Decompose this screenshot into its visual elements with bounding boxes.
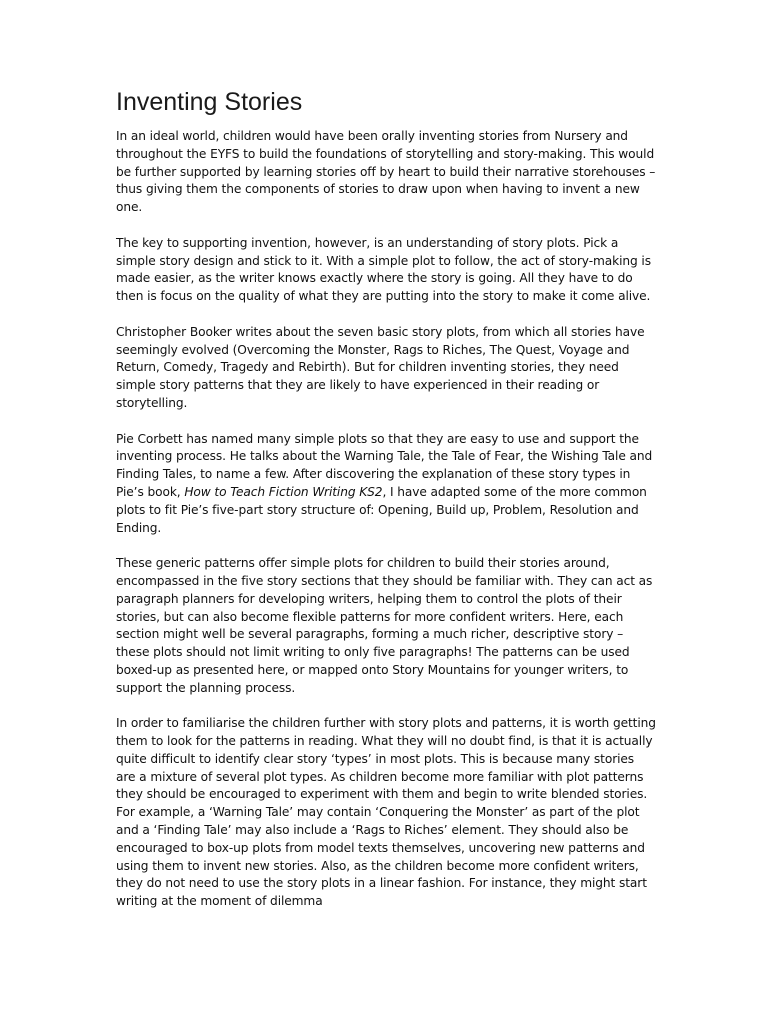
paragraph-ideal-world: In an ideal world, children would have been orally inventing stories from Nursery and throughout the EYFS to build the foundations of storytelling and story-making. This would be further supported by learning stories off by heart to build their narrative storehouses – thus giving them the components of stories to draw upon when having to invent a new one. xyxy=(116,129,656,215)
paragraph-pie-corbett-text-before: Pie Corbett has named many simple plots so that they are easy to use and support the inventing process. He talks about the Warning Tale, the Tale of Fear, the Wishing Tale and Finding Tales, to name a few. After discovering the explanation of these story types in Pie’s book, xyxy=(116,431,653,499)
paragraph-key-to-invention: The key to supporting invention, however, is an understanding of story plots. Pick a simple story design and stick to it. With a simple plot to follow, the act of story-making is made easier, as the writer knows exactly where the story is going. All they have to do then is focus on the quality of what they are putting into the story to make it come alive. xyxy=(116,235,651,304)
paragraph-pie-corbett xyxy=(116,431,656,538)
page-title: Inventing Stories xyxy=(116,88,303,116)
paragraph-pie-corbett-text-after: , I have adapted some of the more common plots to fit Pie’s five-part story structure of: Opening, Build up, Problem, Resolution and Ending. xyxy=(116,484,647,535)
paragraph-generic-patterns: These generic patterns offer simple plots for children to build their stories around, encompassed in the five story sections that they should be familiar with. They can act as paragraph planners for developing writers, helping them to control the plots of their stories, but can also become flexible patterns for more confident writers. Here, each section might well be several paragraphs, forming a much richer, descriptive story – these plots should not limit writing to only five paragraphs! The patterns can be used boxed-up as presented here, or mapped onto Story Mountains for younger writers, to support the planning process. xyxy=(116,556,653,695)
paragraph-booker-plots: Christopher Booker writes about the seven basic story plots, from which all stories have seemingly evolved (Overcoming the Monster, Rags to Riches, The Quest, Voyage and Return, Comedy, Tragedy and Rebirth). But for children inventing stories, they need simple story patterns that they are likely to have experienced in their reading or storytelling. xyxy=(116,324,645,410)
book-title-italic: How to Teach Fiction Writing KS2 xyxy=(184,484,383,499)
document-page xyxy=(116,86,656,929)
paragraph-familiarise: In order to familiarise the children further with story plots and patterns, it is worth getting them to look for the patterns in reading. What they will no doubt find, is that it is actually quite difficult to identify clear story ‘types’ in most plots. This is because many stories are a mixture of several plot types. As children become more familiar with plot patterns they should be encouraged to experiment with them and begin to write blended stories. For example, a ‘Warning Tale’ may contain ‘Conquering the Monster’ as part of the plot and a ‘Finding Tale’ may also include a ‘Rags to Riches’ element. They should also be encouraged to box-up plots from model texts themselves, uncovering new patterns and using them to invent new stories. Also, as the children become more confident writers, they do not need to use the story plots in a linear fashion. For instance, they might start writing at the moment of dilemma xyxy=(116,716,656,909)
